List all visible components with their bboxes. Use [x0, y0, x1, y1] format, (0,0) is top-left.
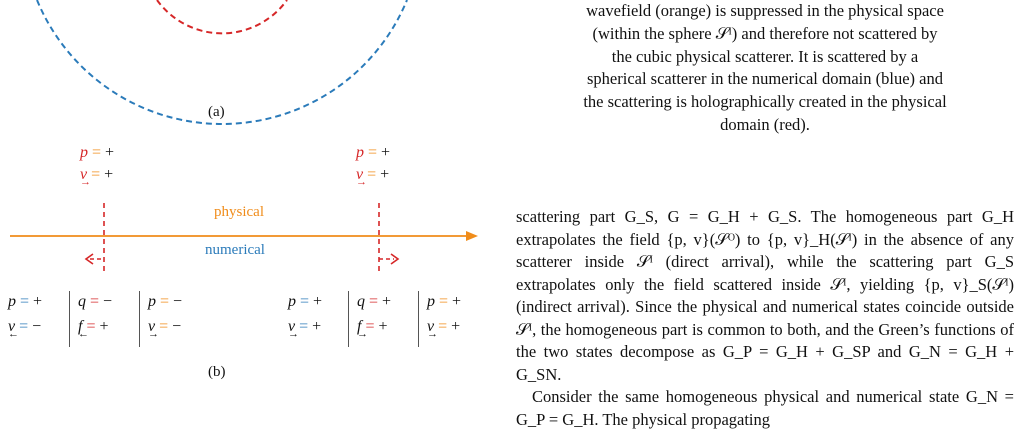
propagation-arrowhead — [466, 231, 478, 241]
br-col2-q: q = + — [357, 293, 392, 310]
caption-line: spherical scatterer in the numerical domain (blue) and — [587, 69, 943, 89]
caption-line: domain (red). — [720, 114, 810, 134]
caption-line: the scattering is holographically created in the physical — [583, 92, 947, 112]
physical-label: physical — [214, 204, 264, 220]
top-right-v-eq: v → = + — [356, 166, 389, 184]
br-separator-1 — [348, 291, 349, 347]
br-col1-v: v → = + — [288, 318, 321, 336]
bl-col3-p: p = − — [148, 293, 183, 310]
caption-line: (within the sphere 𝒮ᴵ) and therefore not scattered by — [592, 23, 938, 43]
caption-line: the cubic physical scatterer. It is scattered by a — [611, 46, 919, 66]
top-left-p-eq: p = + — [80, 144, 115, 161]
br-separator-2 — [418, 291, 419, 347]
br-col3-v: v → = + — [427, 318, 460, 336]
bl-col1-v: v ← = − — [8, 318, 41, 336]
bl-separator-2 — [139, 291, 140, 347]
top-left-v-eq: v → = + — [80, 166, 113, 184]
panel-b-label: (b) — [208, 364, 226, 380]
numerical-label: numerical — [205, 242, 265, 258]
caption-line: wavefield (orange) is suppressed in the physical space — [586, 1, 944, 20]
body-paragraph-2: Consider the same homogeneous physical and numerical state G_N = G_P = G_H. The physical propagating — [516, 387, 1014, 429]
panel-a-label: (a) — [208, 104, 225, 120]
top-right-p-eq: p = + — [356, 144, 391, 161]
figure-caption — [516, 0, 1014, 137]
br-col3-p: p = + — [427, 293, 462, 310]
bl-col2-f: f ← = + — [78, 318, 109, 336]
bl-col3-v: v → = − — [148, 318, 181, 336]
body-text — [516, 206, 1014, 431]
bl-col1-p: p = + — [8, 293, 43, 310]
bl-separator-1 — [69, 291, 70, 347]
body-paragraph-1: scattering part G_S, G = G_H + G_S. The homogeneous part G_H extrapolates the field {p, v}(𝒮ᴼ) to {p, v}_H(𝒮ᴵ) in the absence of any scatterer inside 𝒮ᴵ (direct arrival), while the scattering part G_S extrapolates only the field scattered inside 𝒮ᴵ, yielding {p, v}_S(𝒮ᴵ) (indirect arrival). Since the physical and numerical states coincide outside 𝒮ᴵ, the homogeneous part is common to both, and the Green’s functions of the two states decompose as G_P = G_H + G_SP and G_N = G_H + G_SN. — [516, 207, 1014, 384]
br-col2-f: f → = + — [357, 318, 388, 336]
right-boundary-arrow-head — [391, 254, 398, 264]
br-col1-p: p = + — [288, 293, 323, 310]
bl-col2-q: q = − — [78, 293, 113, 310]
physical-domain-circle — [157, 0, 287, 33]
